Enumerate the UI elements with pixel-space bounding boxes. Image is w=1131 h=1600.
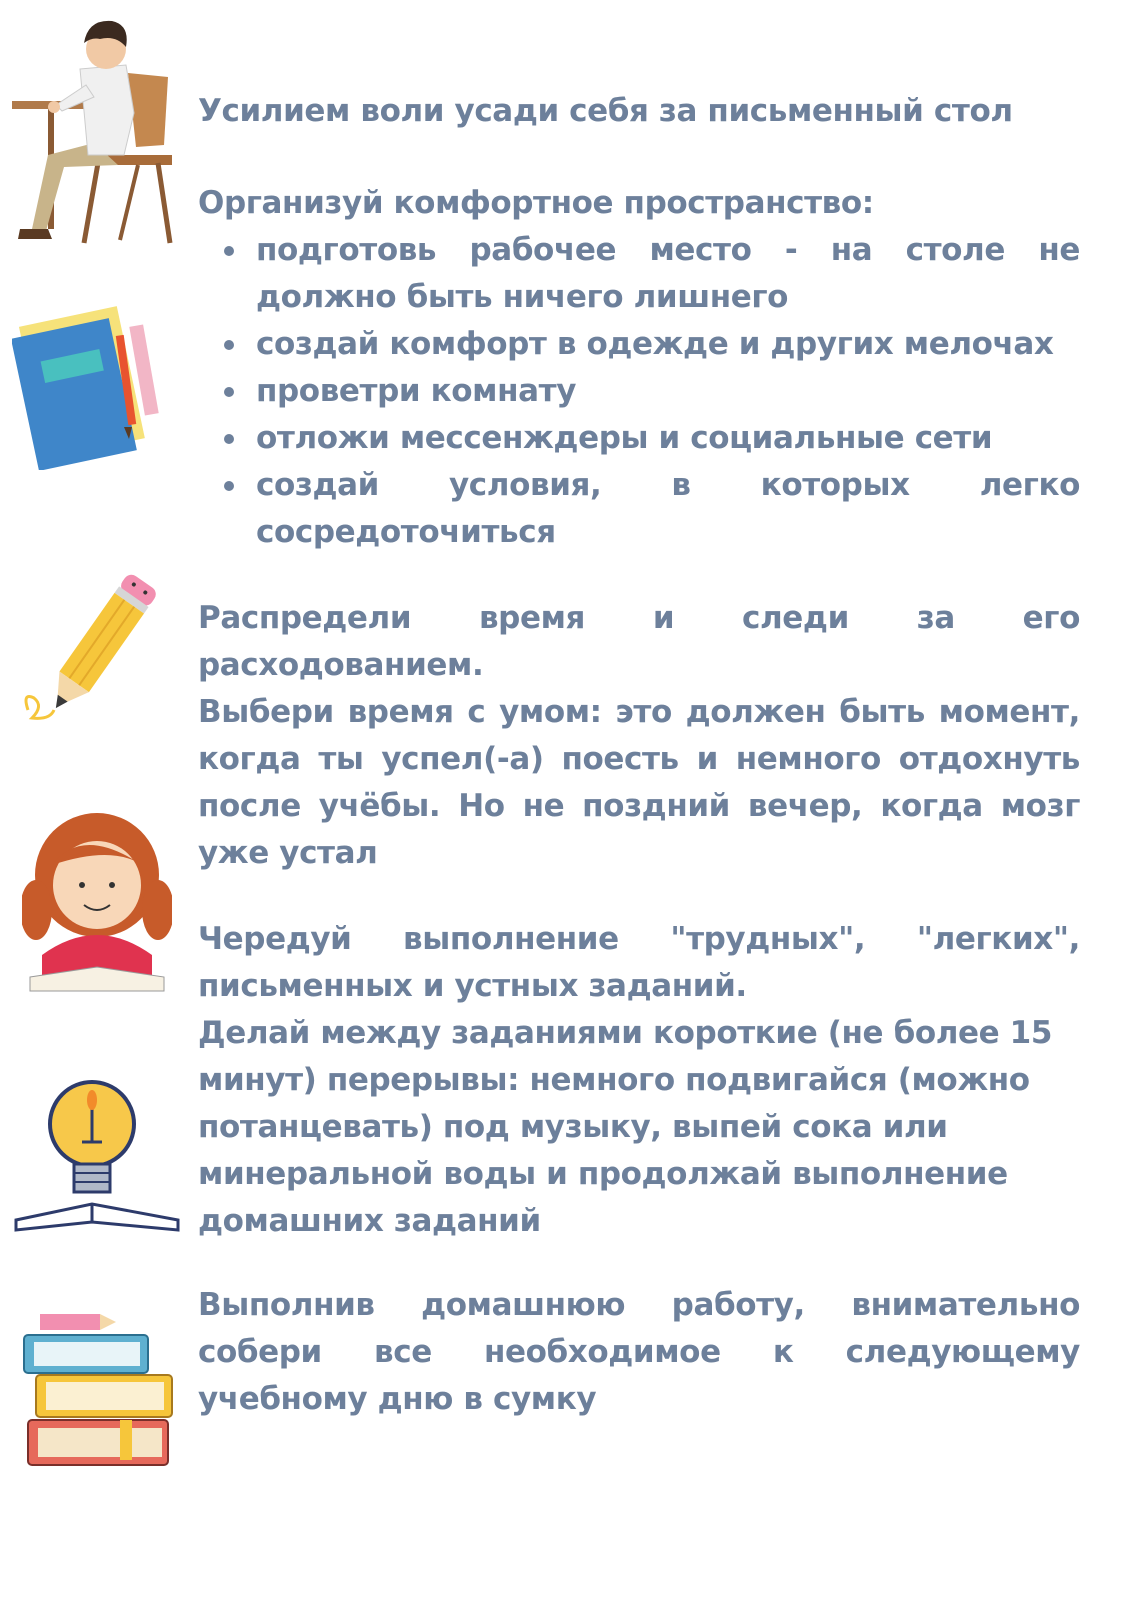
section-4 <box>198 916 1080 1245</box>
section-1 <box>198 88 1080 135</box>
list-item: создай условия, в которых легко сосредоточиться <box>256 462 1080 556</box>
section-4-text: Делай между заданиями короткие (не более 15 минут) перерывы: немного подвигайся (можно потанцевать) под музыку, выпей сока или минеральной воды и продолжай выполнение домашних заданий <box>198 1015 1053 1239</box>
list-item: отложи мессенждеры и социальные сети <box>256 415 1080 462</box>
section-4-heading: Чередуй выполнение "трудных", "легких", письменных и устных заданий. <box>198 921 1080 1004</box>
section-2-heading: Организуй комфортное пространство: <box>198 185 874 221</box>
section-1-heading: Усилием воли усади себя за письменный стол <box>198 93 1013 129</box>
section-3 <box>198 595 1080 877</box>
notebook-pencils-icon <box>12 305 177 470</box>
section-3-heading: Распредели время и следи за его расходованием. <box>198 600 1080 683</box>
girl-reading-icon <box>22 805 172 1000</box>
checklist <box>198 227 1080 556</box>
section-5-text: Выполнив домашнюю работу, внимательно собери все необходимое к следующему учебному дню в сумку <box>198 1287 1080 1417</box>
section-5 <box>198 1282 1080 1423</box>
list-item: подготовь рабочее место - на столе не должно быть ничего лишнего <box>256 227 1080 321</box>
list-item: проветри комнату <box>256 368 1080 415</box>
list-item: создай комфорт в одежде и других мелочах <box>256 321 1080 368</box>
student-at-desk-icon <box>8 15 183 247</box>
section-2 <box>198 180 1080 556</box>
book-stack-icon <box>18 1310 183 1475</box>
section-3-text: Выбери время с умом: это должен быть момент, когда ты успел(-а) поесть и немного отдохнуть после учёбы. Но не поздний вечер, когда мозг уже устал <box>198 694 1080 871</box>
lightbulb-book-icon <box>10 1072 185 1237</box>
pencil-icon <box>20 560 180 730</box>
